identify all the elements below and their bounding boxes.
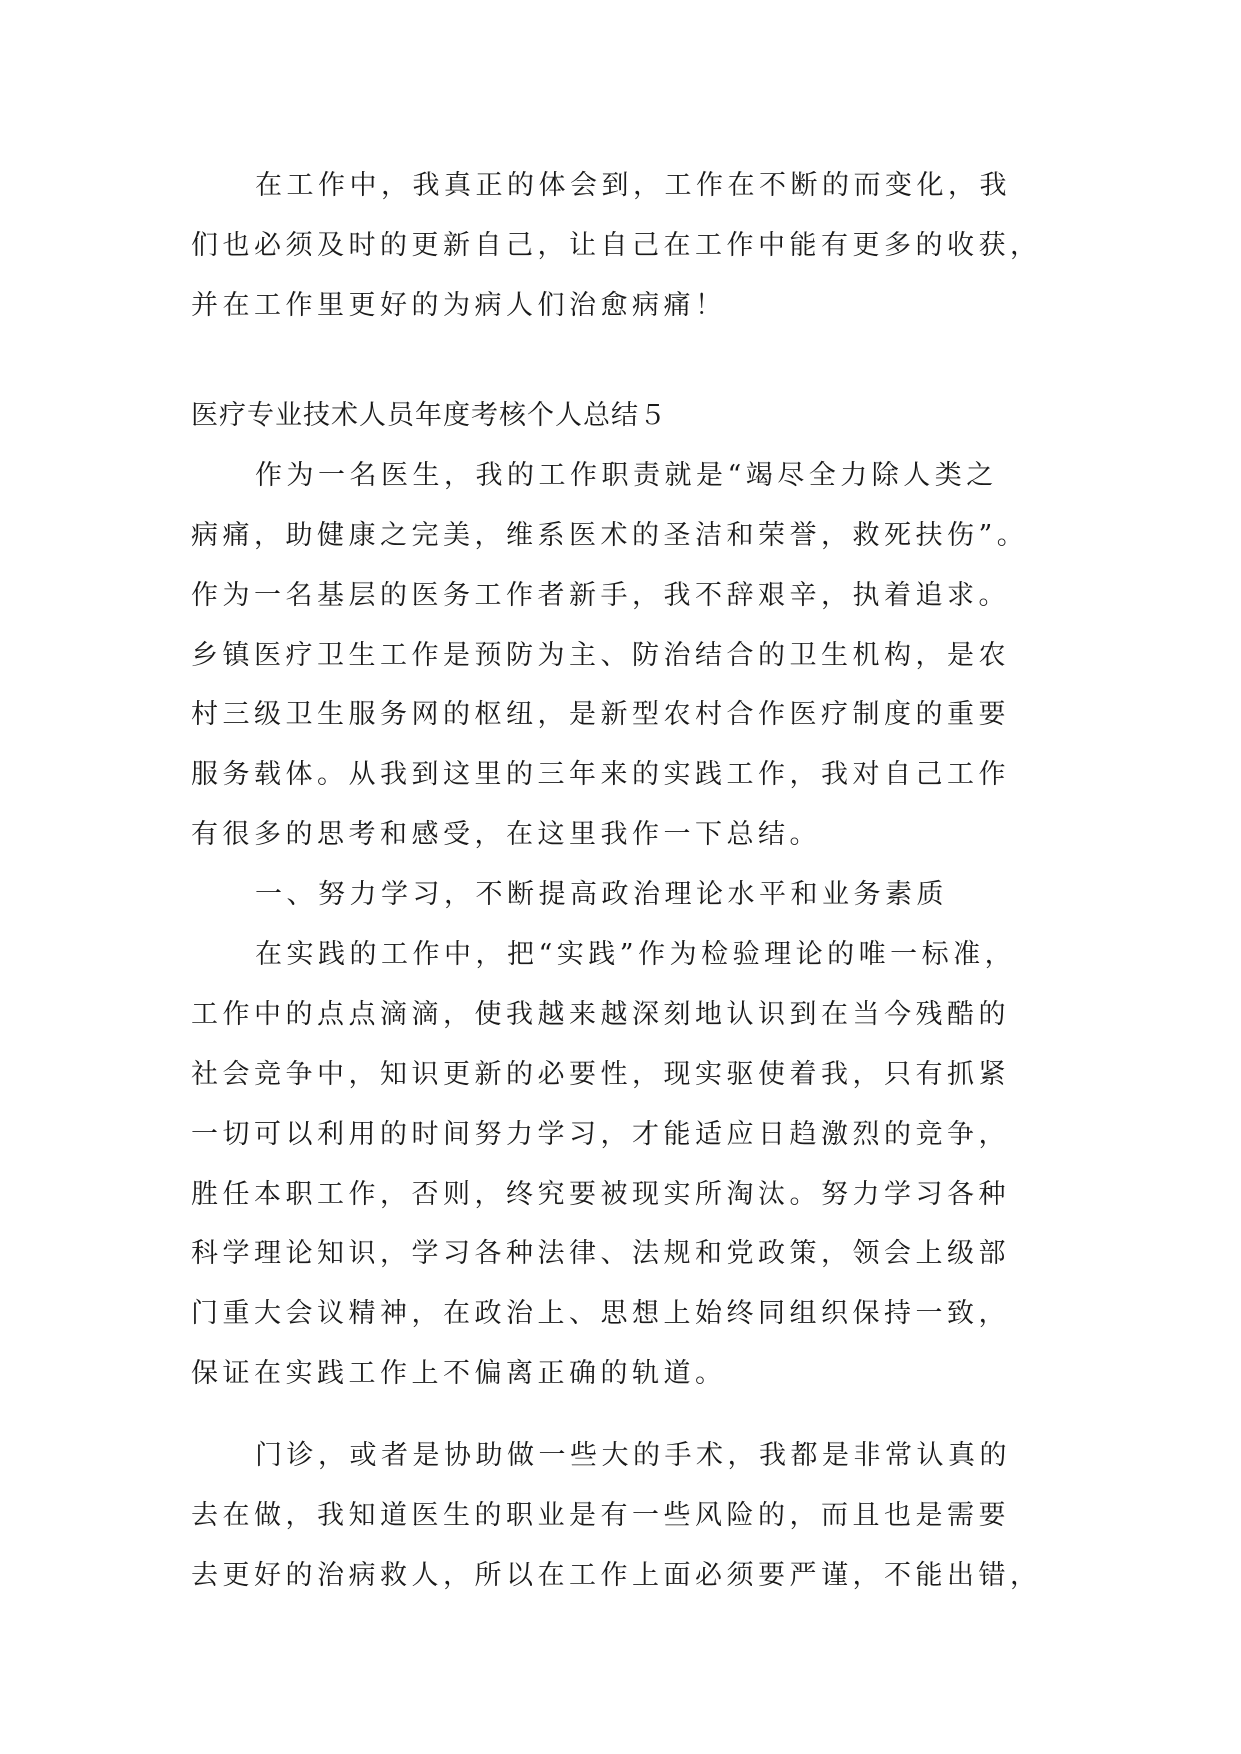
paragraph-line: 门诊，或者是协助做一些大的手术，我都是非常认真的 (255, 1440, 1011, 1471)
paragraph-line: 服务载体。从我到这里的三年来的实践工作，我对自己工作 (191, 759, 1010, 790)
paragraph-line: 门重大会议精神，在政治上、思想上始终同组织保持一致， (191, 1298, 1010, 1329)
paragraph-line: 村三级卫生服务网的枢纽，是新型农村合作医疗制度的重要 (191, 699, 1010, 730)
paragraph-line: 病痛，助健康之完美，维系医术的圣洁和荣誉，救死扶伤”。 (191, 520, 1029, 551)
paragraph-line: 去在做，我知道医生的职业是有一些风险的，而且也是需要 (191, 1500, 1010, 1531)
paragraph-line: 在工作中，我真正的体会到，工作在不断的而变化，我 (255, 170, 1011, 201)
paragraph-line: 社会竞争中，知识更新的必要性，现实驱使着我，只有抓紧 (191, 1059, 1010, 1090)
paragraph-line: 作为一名医生，我的工作职责就是“竭尽全力除人类之 (255, 460, 998, 491)
paragraph-line: 在实践的工作中，把“实践”作为检验理论的唯一标准， (255, 939, 1017, 970)
paragraph-line: 并在工作里更好的为病人们治愈病痛！ (191, 290, 727, 321)
paragraph-line: 去更好的治病救人，所以在工作上面必须要严谨，不能出错， (191, 1560, 1042, 1591)
paragraph-line: 作为一名基层的医务工作者新手，我不辞艰辛，执着追求。 (191, 580, 1010, 611)
subsection-heading: 一、努力学习，不断提高政治理论水平和业务素质 (255, 879, 948, 910)
paragraph-line: 工作中的点点滴滴，使我越来越深刻地认识到在当今残酷的 (191, 999, 1010, 1030)
paragraph-line: 胜任本职工作，否则，终究要被现实所淘汰。努力学习各种 (191, 1179, 1010, 1210)
paragraph-line: 科学理论知识，学习各种法律、法规和党政策，领会上级部 (191, 1238, 1010, 1269)
paragraph-line: 们也必须及时的更新自己，让自己在工作中能有更多的收获， (191, 230, 1042, 261)
paragraph-line: 保证在实践工作上不偏离正确的轨道。 (191, 1358, 727, 1389)
paragraph-line: 有很多的思考和感受，在这里我作一下总结。 (191, 819, 821, 850)
paragraph-line: 一切可以利用的时间努力学习，才能适应日趋激烈的竞争， (191, 1119, 1010, 1150)
paragraph-line: 乡镇医疗卫生工作是预防为主、防治结合的卫生机构，是农 (191, 640, 1010, 671)
section-heading: 医疗专业技术人员年度考核个人总结５ (191, 400, 667, 431)
